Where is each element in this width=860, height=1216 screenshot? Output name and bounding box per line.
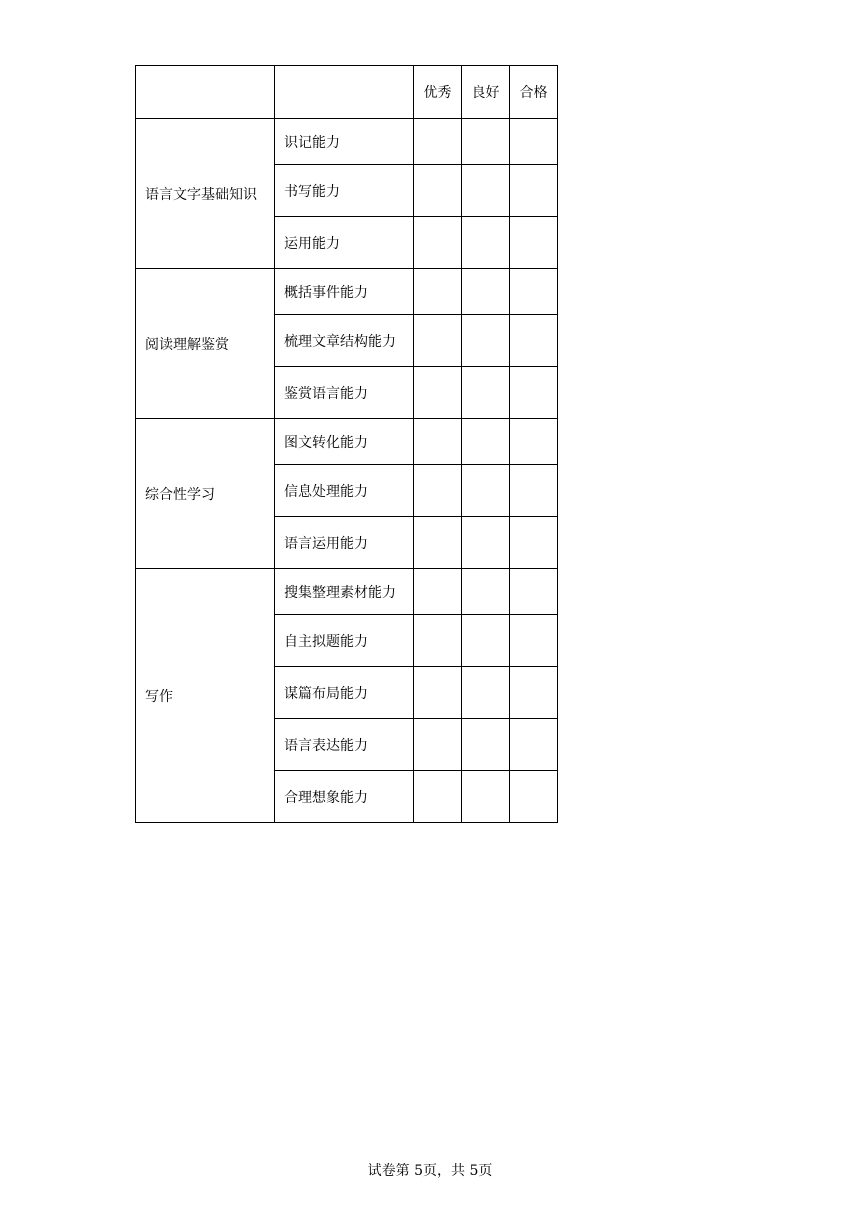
skill-cell: 概括事件能力 xyxy=(275,269,414,315)
grade-cell xyxy=(414,569,462,615)
grade-cell xyxy=(462,119,510,165)
skill-cell: 语言表达能力 xyxy=(275,719,414,771)
header-row xyxy=(136,66,558,119)
skill-cell: 梳理文章结构能力 xyxy=(275,315,414,367)
category-cell: 阅读理解鉴赏 xyxy=(136,269,275,419)
grade-cell xyxy=(462,165,510,217)
category-cell: 语言文字基础知识 xyxy=(136,119,275,269)
header-grade-pass: 合格 xyxy=(510,66,558,119)
grade-cell xyxy=(414,771,462,823)
grade-cell xyxy=(414,465,462,517)
grade-cell xyxy=(462,771,510,823)
category-cell: 写作 xyxy=(136,569,275,823)
grade-cell xyxy=(510,165,558,217)
grade-cell xyxy=(510,367,558,419)
skill-cell: 搜集整理素材能力 xyxy=(275,569,414,615)
skill-cell: 图文转化能力 xyxy=(275,419,414,465)
grade-cell xyxy=(510,419,558,465)
grade-cell xyxy=(462,217,510,269)
grade-cell xyxy=(462,615,510,667)
header-empty-category xyxy=(136,66,275,119)
grade-cell xyxy=(462,269,510,315)
grade-cell xyxy=(510,569,558,615)
grade-cell xyxy=(510,719,558,771)
table-row xyxy=(136,269,558,315)
grade-cell xyxy=(414,315,462,367)
grade-cell xyxy=(462,719,510,771)
grade-cell xyxy=(414,119,462,165)
grade-cell xyxy=(462,367,510,419)
grade-cell xyxy=(462,517,510,569)
grade-cell xyxy=(462,569,510,615)
table-row xyxy=(136,119,558,165)
grade-cell xyxy=(414,269,462,315)
table-row xyxy=(136,419,558,465)
skill-cell: 书写能力 xyxy=(275,165,414,217)
skill-cell: 信息处理能力 xyxy=(275,465,414,517)
page-footer: 试卷第 5页，共 5页 xyxy=(367,1163,493,1179)
grade-cell xyxy=(510,615,558,667)
grade-cell xyxy=(510,217,558,269)
skill-cell: 合理想象能力 xyxy=(275,771,414,823)
grade-cell xyxy=(414,667,462,719)
grade-cell xyxy=(510,269,558,315)
skill-cell: 谋篇布局能力 xyxy=(275,667,414,719)
evaluation-table xyxy=(135,65,558,823)
grade-cell xyxy=(414,367,462,419)
grade-cell xyxy=(414,419,462,465)
grade-cell xyxy=(414,517,462,569)
grade-cell xyxy=(510,315,558,367)
grade-cell xyxy=(462,315,510,367)
grade-cell xyxy=(414,165,462,217)
grade-cell xyxy=(510,119,558,165)
grade-cell xyxy=(414,217,462,269)
grade-cell xyxy=(462,465,510,517)
grade-cell xyxy=(462,667,510,719)
header-grade-good: 良好 xyxy=(462,66,510,119)
grade-cell xyxy=(414,615,462,667)
category-cell: 综合性学习 xyxy=(136,419,275,569)
skill-cell: 运用能力 xyxy=(275,217,414,269)
skill-cell: 语言运用能力 xyxy=(275,517,414,569)
skill-cell: 鉴赏语言能力 xyxy=(275,367,414,419)
grade-cell xyxy=(510,517,558,569)
grade-cell xyxy=(414,719,462,771)
grade-cell xyxy=(462,419,510,465)
skill-cell: 识记能力 xyxy=(275,119,414,165)
skill-cell: 自主拟题能力 xyxy=(275,615,414,667)
header-grade-excellent: 优秀 xyxy=(414,66,462,119)
grade-cell xyxy=(510,465,558,517)
grade-cell xyxy=(510,667,558,719)
header-empty-skill xyxy=(275,66,414,119)
grade-cell xyxy=(510,771,558,823)
table-row xyxy=(136,569,558,615)
